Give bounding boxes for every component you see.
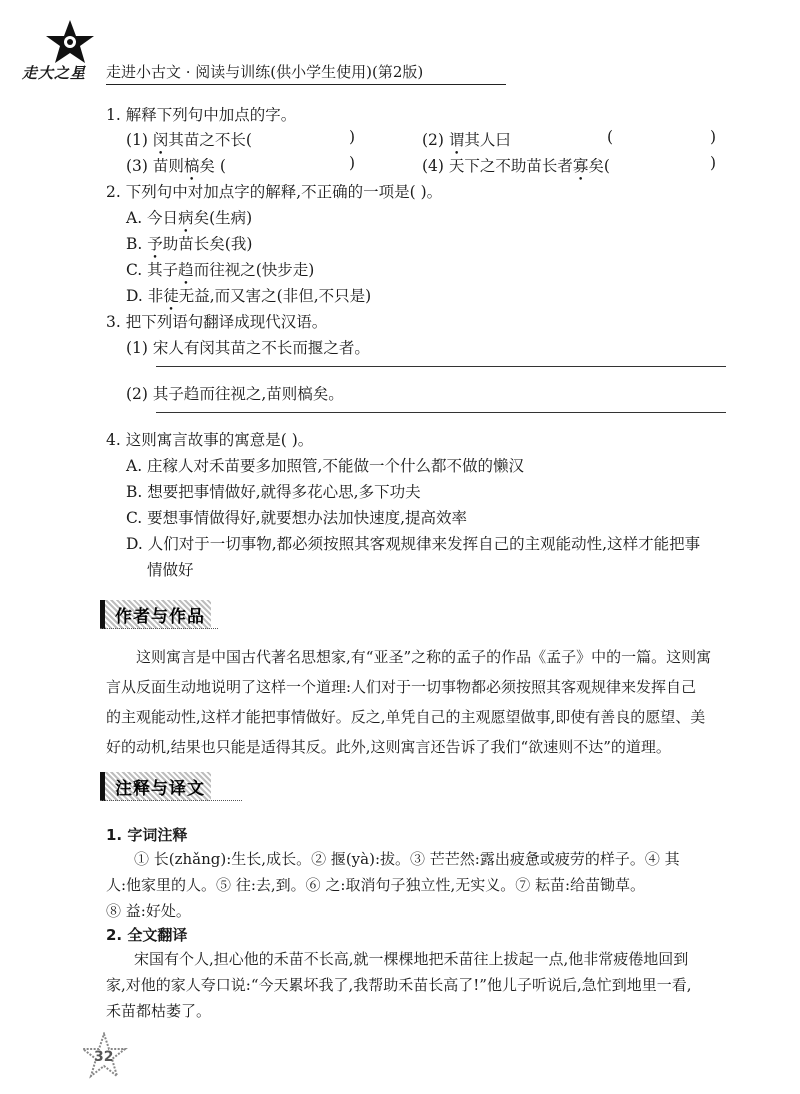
author-line: 好的动机,结果也只能是适得其反。此外,这则寓言还告诉了我们“欲速则不达”的道理。 bbox=[106, 738, 671, 756]
translation-line: 家,对他的家人夸口说:“今天累坏我了,我帮助禾苗长高了!”他儿子听说后,急忙到地里一看, bbox=[106, 976, 692, 994]
answer-line[interactable] bbox=[156, 366, 726, 367]
question-4-option-d-cont: 情做好 bbox=[147, 561, 194, 579]
note-line: 人:他家里的人。⑤ 往:去,到。⑥ 之:取消句子独立性,无实义。⑦ 耘苗:给苗锄草。 bbox=[106, 876, 646, 894]
question-2-prompt: 2. 下列句中对加点字的解释,不正确的一项是( )。 bbox=[106, 183, 443, 201]
question-2-option-d: D. 非徒无益,而又害之(非但,不只是) bbox=[126, 287, 372, 305]
translation-subheading: 2. 全文翻译 bbox=[106, 926, 188, 944]
author-line: 言从反面生动地说明了这样一个道理:人们对于一切事物都必须按照其客观规律来发挥自己 bbox=[106, 678, 697, 696]
header-divider bbox=[106, 84, 506, 85]
question-4-prompt: 4. 这则寓言故事的寓意是( )。 bbox=[106, 431, 314, 449]
question-4-option-a: A. 庄稼人对禾苗要多加照管,不能做一个什么都不做的懒汉 bbox=[126, 457, 524, 475]
translation-line: 宋国有个人,担心他的禾苗不长高,就一棵棵地把禾苗往上拔起一点,他非常疲倦地回到 bbox=[134, 950, 689, 968]
translation-line: 禾苗都枯萎了。 bbox=[106, 1002, 212, 1020]
question-4-option-c: C. 要想事情做得好,就要想办法加快速度,提高效率 bbox=[126, 509, 468, 527]
section-author-title: 作者与作品 bbox=[100, 600, 211, 629]
question-1-item-3: (3) 苗则槁矣 ( bbox=[126, 157, 226, 175]
page-number: 32 bbox=[94, 1049, 114, 1065]
question-1-item-1-close: ) bbox=[349, 128, 356, 146]
question-3-item-2: (2) 其子趋而往视之,苗则槁矣。 bbox=[126, 385, 344, 403]
question-1-item-2-open: ( bbox=[607, 128, 614, 146]
question-2-option-a: A. 今日病矣(生病) bbox=[126, 209, 253, 227]
author-line: 的主观能动性,这样才能把事情做好。反之,单凭自己的主观愿望做事,即使有善良的愿望、美 bbox=[106, 708, 706, 726]
question-2-option-c: C. 其子趋而往视之(快步走) bbox=[126, 261, 315, 279]
question-4-option-b: B. 想要把事情做好,就得多花心思,多下功夫 bbox=[126, 483, 421, 501]
note-line: ① 长(zhǎng):生长,成长。② 揠(yà):拔。③ 芒芒然:露出疲惫或疲劳的样子。④ 其 bbox=[134, 850, 680, 868]
author-line: 这则寓言是中国古代著名思想家,有“亚圣”之称的孟子的作品《孟子》中的一篇。这则寓 bbox=[136, 648, 712, 666]
question-3-item-1: (1) 宋人有闵其苗之不长而揠之者。 bbox=[126, 339, 370, 357]
question-1-item-3-close: ) bbox=[349, 154, 356, 172]
question-1-prompt: 1. 解释下列句中加点的字。 bbox=[106, 106, 297, 124]
star-logo-icon bbox=[38, 18, 102, 66]
answer-line[interactable] bbox=[156, 412, 726, 413]
note-line: ⑧ 益:好处。 bbox=[106, 902, 191, 920]
translation-paragraph bbox=[106, 946, 692, 1024]
question-1-item-2-close: ) bbox=[710, 128, 717, 146]
notes-subheading: 1. 字词注释 bbox=[106, 826, 188, 844]
question-2-option-b: B. 予助苗长矣(我) bbox=[126, 235, 253, 253]
question-1-item-4-close: ) bbox=[710, 154, 717, 172]
question-1-item-1: (1) 闵其苗之不长( bbox=[126, 131, 252, 149]
brand-logo-text: 走大之星 bbox=[22, 64, 87, 82]
author-paragraph bbox=[106, 642, 711, 762]
notes-paragraph bbox=[106, 846, 680, 924]
section-notes-title: 注释与译文 bbox=[100, 772, 211, 801]
question-4-option-d: D. 人们对于一切事物,都必须按照其客观规律来发挥自己的主观能动性,这样才能把事 bbox=[126, 535, 701, 553]
question-3-prompt: 3. 把下列语句翻译成现代汉语。 bbox=[106, 313, 328, 331]
book-title: 走进小古文 · 阅读与训练(供小学生使用)(第2版) bbox=[106, 63, 424, 81]
section-notes-underline bbox=[100, 800, 242, 801]
section-author-underline bbox=[100, 628, 218, 629]
question-1-item-2: (2) 谓其人曰 bbox=[422, 131, 511, 149]
question-1-item-4: (4) 天下之不助苗长者寡矣( bbox=[422, 157, 610, 175]
